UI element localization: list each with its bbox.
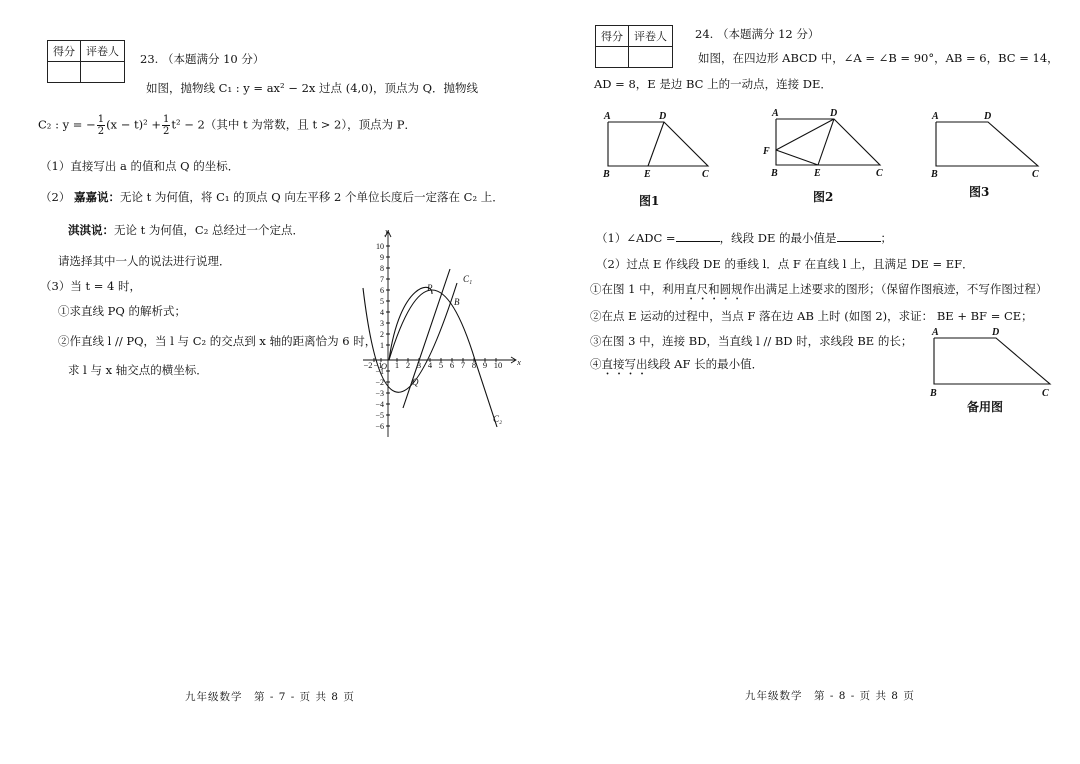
figure-3 (926, 108, 1048, 180)
svg-text:F: F (763, 146, 770, 157)
svg-text:9: 9 (380, 253, 384, 262)
figure-2 (758, 105, 890, 181)
svg-text:A: A (932, 111, 939, 122)
qiqi-name: 淇淇说： (68, 223, 114, 237)
score-header: 得分 (596, 26, 629, 47)
svg-text:5: 5 (438, 360, 444, 370)
svg-text:−1: −1 (373, 360, 383, 370)
grader-header: 评卷人 (81, 41, 125, 62)
fraction-half: $\frac{1}{2}$ (97, 114, 105, 137)
q24-part1: （1）∠ADC = ，线段 DE 的最小值是 ； (596, 231, 893, 245)
q23-part3-2b: 求 l 与 x 轴交点的横坐标． (68, 363, 208, 377)
svg-text:−1: −1 (375, 367, 384, 376)
grader-header: 评卷人 (629, 26, 673, 47)
svg-text:D: D (984, 111, 992, 122)
q24-part2: （2）过点 E 作线段 DE 的垂线 l．点 F 在直线 l 上，且满足 DE = EF． (596, 257, 974, 271)
segment-de (648, 122, 664, 166)
question-points: （本题满分 10 分） (161, 52, 265, 66)
svg-text:−4: −4 (375, 400, 384, 409)
svg-text:C: C (702, 169, 709, 180)
grader-cell[interactable] (81, 62, 125, 83)
quad-abcd (934, 338, 1050, 384)
svg-text:C: C (1032, 169, 1039, 180)
quad-abcd (936, 122, 1038, 166)
score-cell[interactable] (48, 62, 81, 83)
q24-part2-1: ①在图 1 中，利用直尺和圆规作出满足上述要求的图形；（保留作图痕迹，不写作图过程） (590, 282, 1048, 296)
svg-text:1: 1 (394, 360, 400, 370)
q24-intro-line1: 如图，在四边形 ABCD 中，∠A = ∠B = 90°，AB = 6，BC = 14， (698, 51, 1059, 65)
svg-text:6: 6 (380, 286, 384, 295)
grader-cell[interactable] (629, 47, 673, 68)
svg-text:C: C (876, 168, 883, 179)
svg-text:A: A (932, 327, 939, 338)
y-axis-label: y (385, 226, 389, 236)
svg-text:3: 3 (416, 360, 422, 370)
footer-right: 九年级数学 第 - 8 - 页 共 8 页 (745, 690, 915, 702)
score-table-right (595, 25, 673, 68)
svg-text:2: 2 (380, 330, 384, 339)
q24-part2-4: ④直接写出线段 AF 长的最小值． (590, 357, 764, 371)
score-cell[interactable] (596, 47, 629, 68)
q23-part2-qiqi (68, 222, 304, 238)
svg-text:B: B (931, 169, 938, 180)
figure-1 (598, 108, 720, 180)
segment-ef (776, 150, 818, 165)
label-b: B (454, 297, 460, 307)
q23-intro-line1: 如图，抛物线 C₁ : y = ax² − 2x 过点 (4,0)，顶点为 Q．抛物线 (146, 81, 479, 95)
answer-blank-min-de[interactable] (837, 231, 881, 242)
spare-figure-caption: 备用图 (967, 400, 1004, 414)
svg-text:B: B (771, 168, 778, 179)
q23-part2-jiajia: （2） 嘉嘉说：无论 t 为何值，将 C₁ 的顶点 Q 向左平移 2 个单位长度后一定落在 C₂ 上． (40, 190, 504, 204)
svg-text:B: B (930, 388, 937, 399)
question-number: 24. (695, 27, 714, 41)
svg-text:8: 8 (380, 264, 384, 273)
c2-def-a: C₂ : y = − (38, 117, 96, 132)
svg-text:E: E (814, 168, 821, 179)
svg-text:7: 7 (460, 360, 466, 370)
quad-abcd (608, 122, 708, 166)
svg-text:A: A (772, 108, 779, 119)
figure-3-caption: 图3 (969, 185, 990, 199)
q23-choose: 请选择其中一人的说法进行说理． (58, 254, 231, 268)
q23-part3-2a: ②作直线 l // PQ，当 l 与 C₂ 的交点到 x 轴的距离恰为 6 时， (58, 334, 377, 348)
q23-part3-1: ①求直线 PQ 的解析式； (58, 304, 186, 318)
coordinate-graph (355, 222, 525, 444)
svg-text:−2: −2 (375, 378, 384, 387)
label-p: P (427, 283, 433, 293)
fraction-half: $\frac{1}{2}$ (163, 114, 170, 137)
svg-text:D: D (830, 108, 838, 119)
svg-text:E: E (644, 169, 651, 180)
footer-left: 九年级数学 第 - 7 - 页 共 8 页 (185, 691, 355, 703)
svg-text:D: D (659, 111, 667, 122)
svg-text:1: 1 (380, 341, 384, 350)
svg-text:C: C (1042, 388, 1049, 399)
question-points: （本题满分 12 分） (716, 27, 820, 41)
figure-2-caption: 图2 (813, 190, 834, 204)
answer-blank-angle[interactable] (676, 231, 720, 242)
q24-part2-2: ②在点 E 运动的过程中，当点 F 落在边 AB 上时 (如图 2)，求证： BE + BF = CE； (590, 309, 1033, 323)
svg-text:−2: −2 (363, 360, 373, 370)
q23-intro-line2 (38, 114, 416, 137)
svg-text:8: 8 (471, 360, 477, 370)
svg-text:−6: −6 (375, 422, 384, 431)
jiajia-name: 嘉嘉说： (73, 190, 120, 204)
x-axis-label: x (517, 357, 521, 367)
c2-def-c: t² − 2（其中 t 为常数，且 t > 2），顶点为 P． (171, 117, 416, 132)
c2-def-b: (x − t)² + (106, 117, 161, 132)
svg-text:−5: −5 (375, 411, 384, 420)
label-q: Q (412, 377, 419, 387)
question-number: 23. (140, 52, 159, 66)
svg-text:2: 2 (405, 360, 411, 370)
q24-part2-3: ③在图 3 中，连接 BD，当直线 l // BD 时，求线段 BE 的长； (590, 334, 913, 348)
question-header (140, 51, 264, 67)
svg-text:7: 7 (380, 275, 384, 284)
parabola-c2 (389, 287, 497, 427)
svg-text:5: 5 (380, 297, 384, 306)
qiqi-statement: 无论 t 为何值，C₂ 总经过一个定点． (114, 223, 304, 237)
svg-text:3: 3 (380, 319, 384, 328)
svg-text:9: 9 (482, 360, 488, 370)
jiajia-statement: 无论 t 为何值，将 C₁ 的顶点 Q 向左平移 2 个单位长度后一定落在 C₂ 上． (119, 190, 504, 204)
svg-text:10: 10 (376, 242, 384, 251)
question-header (695, 26, 819, 42)
figure-1-caption: 图1 (639, 194, 660, 208)
spare-figure (922, 324, 1056, 400)
svg-text:−3: −3 (375, 389, 384, 398)
svg-text:4: 4 (380, 308, 384, 317)
q23-part1: （1）直接写出 a 的值和点 Q 的坐标． (40, 159, 240, 173)
label-c2: C₂ (493, 414, 503, 424)
svg-text:D: D (992, 327, 1000, 338)
q23-part3: （3）当 t = 4 时， (40, 279, 142, 293)
label-c1: C₁ (463, 274, 473, 284)
svg-text:6: 6 (449, 360, 455, 370)
svg-text:B: B (603, 169, 610, 180)
score-header: 得分 (48, 41, 81, 62)
origin-label: O (380, 361, 388, 371)
svg-text:10: 10 (493, 360, 503, 370)
q24-intro-line2: AD = 8，E 是边 BC 上的一动点，连接 DE． (594, 77, 832, 91)
svg-text:4: 4 (427, 360, 433, 370)
score-table-left (47, 40, 125, 83)
svg-text:A: A (604, 111, 611, 122)
